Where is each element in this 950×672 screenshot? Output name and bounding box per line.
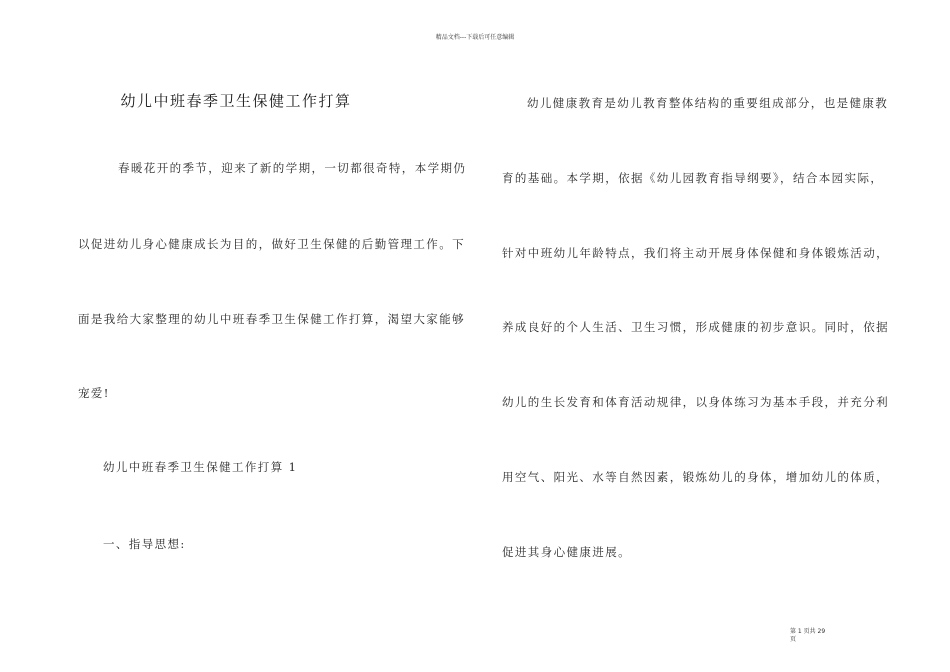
section-heading: 幼儿中班春季卫生保健工作打算 1 [103,460,298,474]
right-paragraph-line-7: 促进其身心健康进展。 [502,545,631,559]
page-number [790,628,840,644]
document-title: 幼儿中班春季卫生保健工作打算 [120,92,352,110]
left-paragraph-line-1: 春暖花开的季节，迎来了新的学期，一切都很奇特，本学期仍 [118,161,467,175]
right-paragraph-line-1: 幼儿健康教育是幼儿教育整体结构的重要组成部分，也是健康教 [527,96,889,110]
subsection-heading: 一、指导思想: [103,537,186,551]
left-paragraph-line-4: 宠爱! [78,386,110,400]
page-number-line-2: 页 [790,636,797,643]
left-paragraph-line-2: 以促进幼儿身心健康成长为目的，做好卫生保健的后勤管理工作。下 [78,237,465,251]
left-paragraph-line-3: 面是我给大家整理的幼儿中班春季卫生保健工作打算，渴望大家能够 [78,312,465,326]
right-paragraph-line-3: 针对中班幼儿年龄特点，我们将主动开展身体保健和身体锻炼活动， [502,246,889,260]
page-number-line-1: 第 1 页共 29 [790,628,826,635]
right-paragraph-line-2: 育的基础。本学期，依据《幼儿园教育指导纲要》，结合本园实际， [502,171,884,185]
right-paragraph-line-5: 幼儿的生长发育和体育活动规律，以身体练习为基本手段，并充分利 [502,395,889,409]
header-note: 精品文档---下载后可任意编辑 [435,34,515,41]
right-paragraph-line-4: 养成良好的个人生活、卫生习惯，形成健康的初步意识。同时，依据 [502,320,889,334]
right-paragraph-line-6: 用空气、阳光、水等自然因素，锻炼幼儿的身体，增加幼儿的体质， [502,470,889,484]
